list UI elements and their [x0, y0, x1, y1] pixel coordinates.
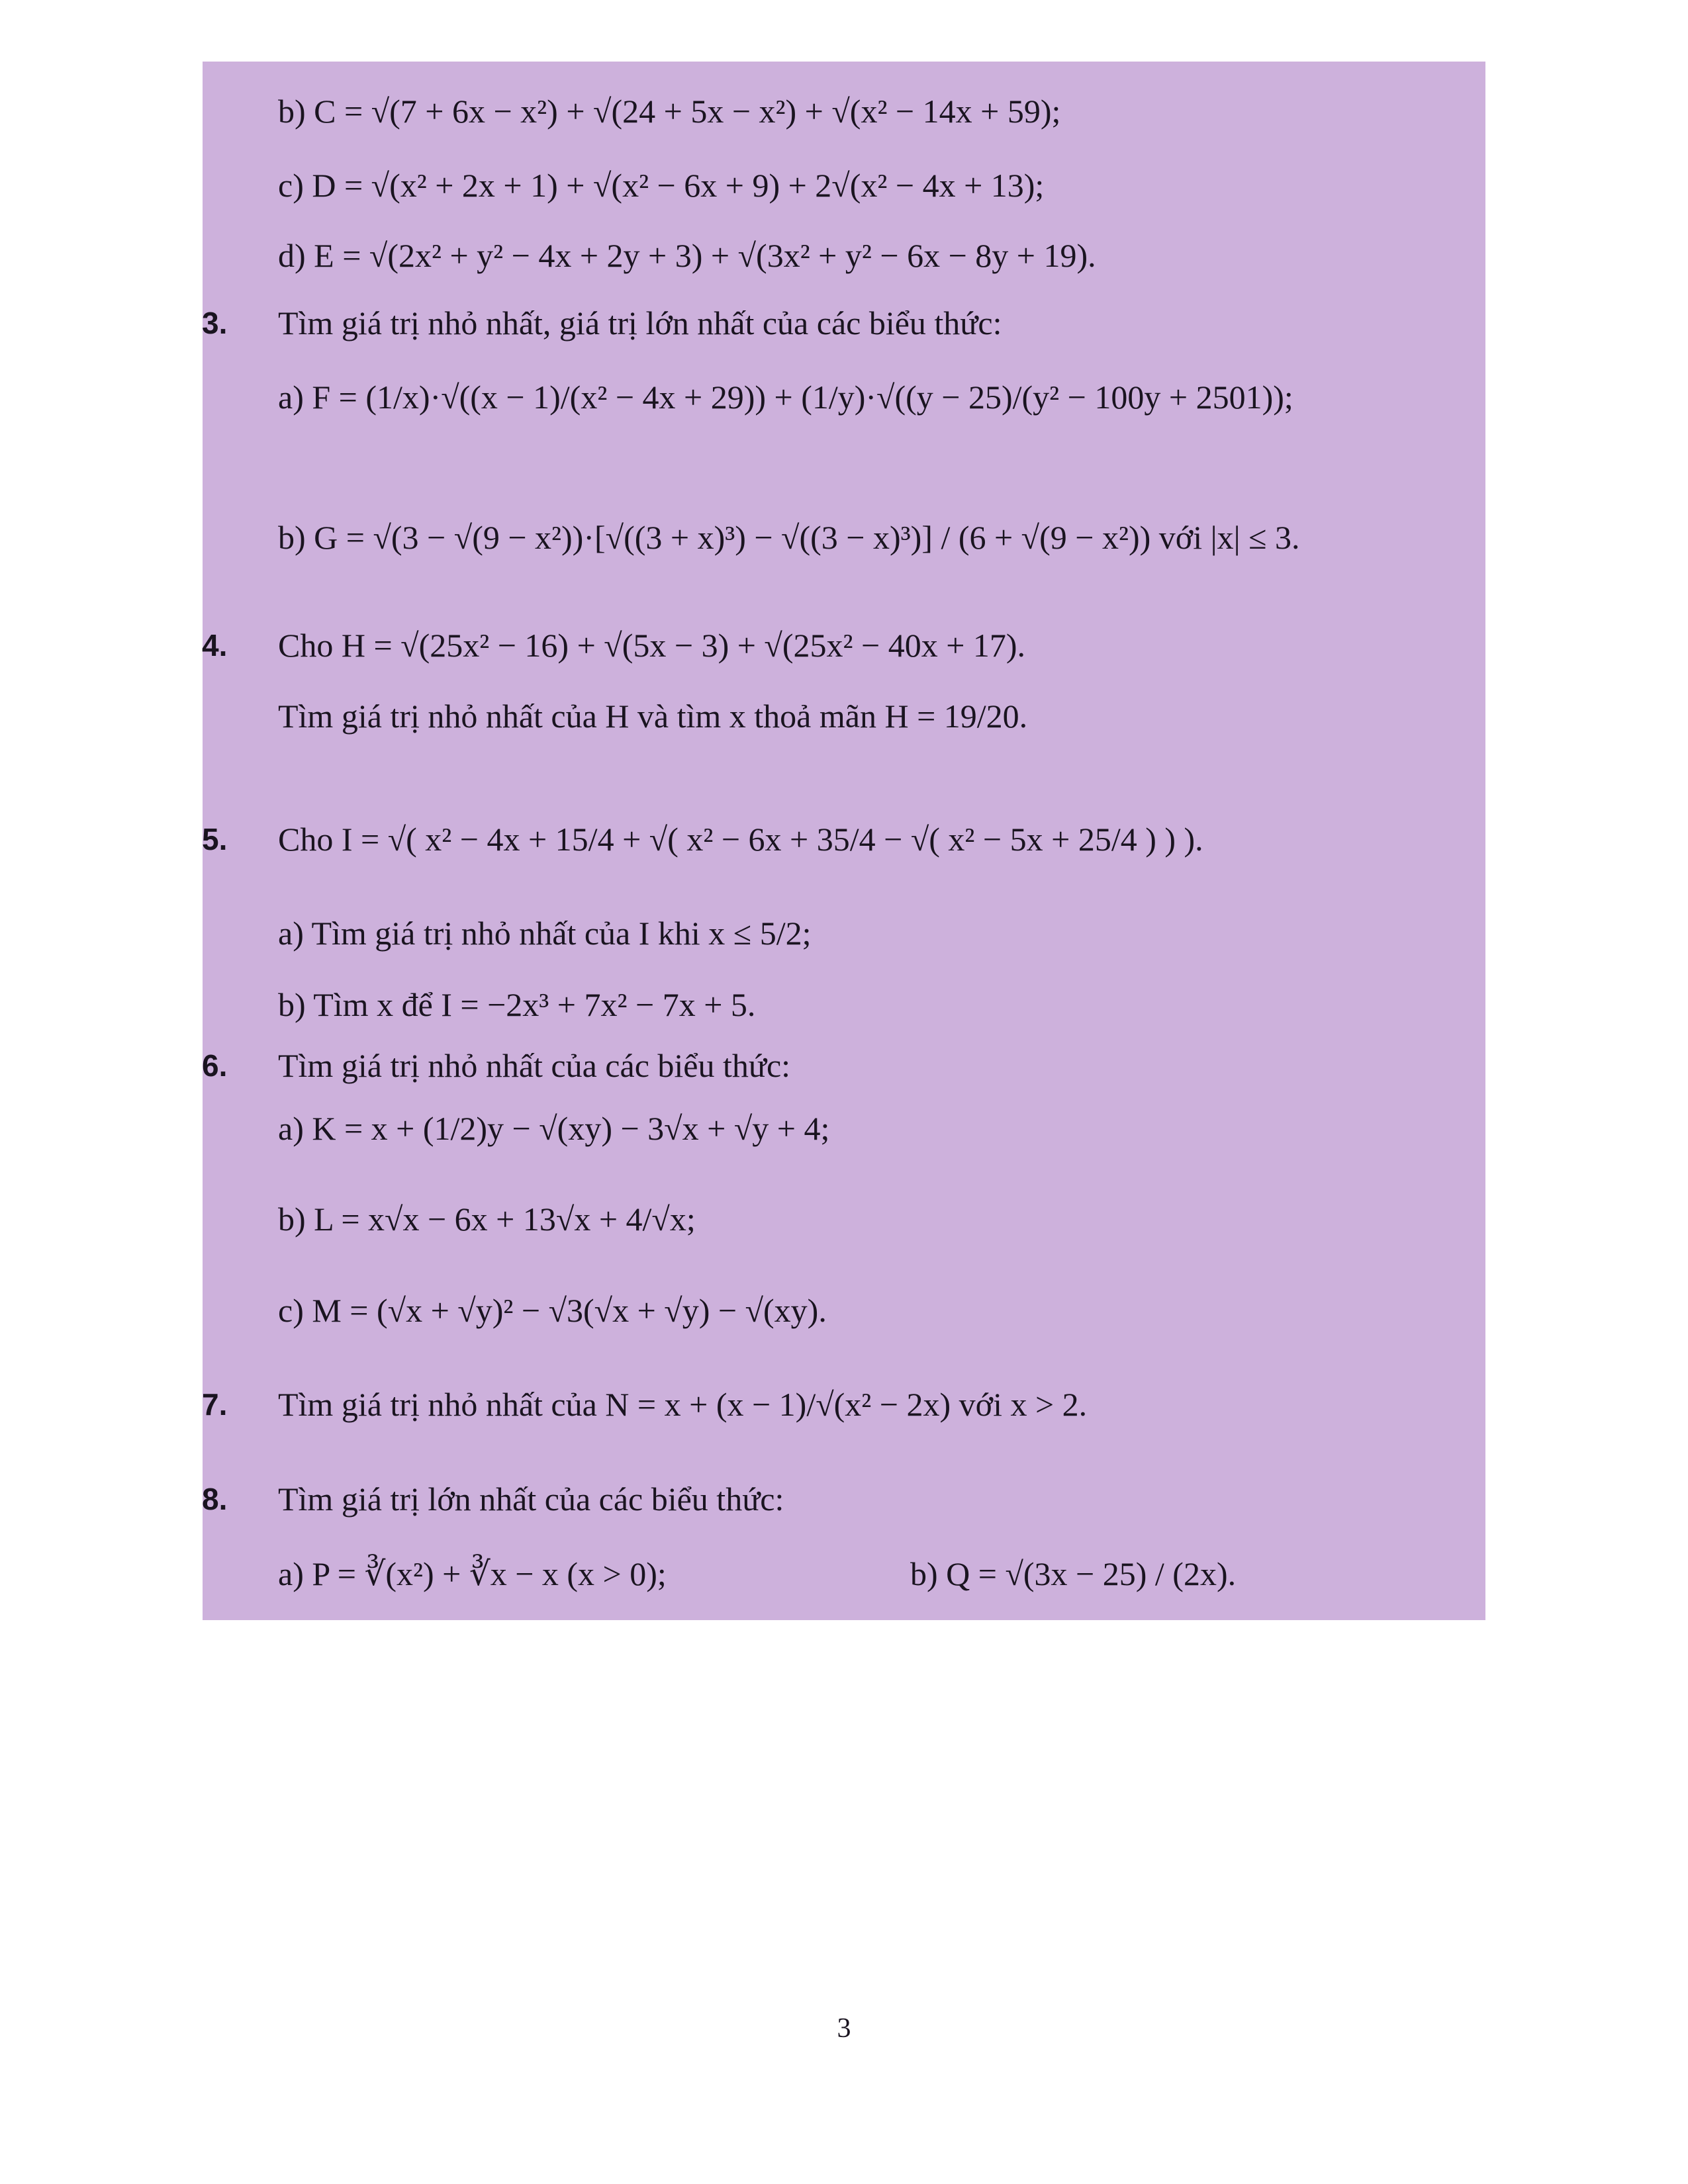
line-6b: b) L = x√x − 6x + 13√x + 4/√x; [278, 1201, 696, 1238]
problem-4-text: Cho H = √(25x² − 16) + √(5x − 3) + √(25x² − 40x + 17). [278, 627, 1026, 664]
problem-3-text: Tìm giá trị nhỏ nhất, giá trị lớn nhất của các biểu thức: [278, 304, 1002, 341]
problem-7-text: Tìm giá trị nhỏ nhất của N = x + (x − 1)/√(x² − 2x) với x > 2. [278, 1386, 1088, 1423]
problem-number-6: 6. [202, 1048, 228, 1083]
line-8b: b) Q = √(3x − 25) / (2x). [910, 1555, 1237, 1592]
line-3a: a) F = (1/x)·√((x − 1)/(x² − 4x + 29)) + (1/y)·√((y − 25)/(y² − 100y + 2501)); [278, 379, 1293, 416]
page-number: 3 [837, 2013, 851, 2044]
line-6a: a) K = x + (1/2)y − √(xy) − 3√x + √y + 4; [278, 1110, 830, 1147]
line-2c: c) D = √(x² + 2x + 1) + √(x² − 6x + 9) + 2√(x² − 4x + 13); [278, 167, 1045, 204]
line-6c: c) M = (√x + √y)² − √3(√x + √y) − √(xy). [278, 1292, 827, 1329]
problem-number-8: 8. [202, 1482, 228, 1516]
problem-8-text: Tìm giá trị lớn nhất của các biểu thức: [278, 1480, 784, 1518]
line-5b: b) Tìm x để I = −2x³ + 7x² − 7x + 5. [278, 986, 756, 1023]
problem-number-4: 4. [202, 628, 228, 662]
problem-number-3: 3. [202, 306, 228, 340]
problem-number-7: 7. [202, 1387, 228, 1422]
problem-number-5: 5. [202, 822, 228, 856]
line-8a: a) P = ∛(x²) + ∛x − x (x > 0); [278, 1555, 667, 1592]
line-3b: b) G = √(3 − √(9 − x²))·[√((3 + x)³) − √((3 − x)³)] / (6 + √(9 − x²)) với |x| ≤ 3. [278, 519, 1300, 556]
problem-5-text: Cho I = √( x² − 4x + 15/4 + √( x² − 6x + 35/4 − √( x² − 5x + 25/4 ) ) ). [278, 821, 1203, 858]
line-2b: b) C = √(7 + 6x − x²) + √(24 + 5x − x²) + √(x² − 14x + 59); [278, 93, 1061, 130]
problem-6-text: Tìm giá trị nhỏ nhất của các biểu thức: [278, 1047, 791, 1084]
line-2d: d) E = √(2x² + y² − 4x + 2y + 3) + √(3x² + y² − 6x − 8y + 19). [278, 237, 1096, 274]
problem-4-task: Tìm giá trị nhỏ nhất của H và tìm x thoả mãn H = 19/20. [278, 698, 1028, 735]
line-5a: a) Tìm giá trị nhỏ nhất của I khi x ≤ 5/2; [278, 915, 812, 952]
